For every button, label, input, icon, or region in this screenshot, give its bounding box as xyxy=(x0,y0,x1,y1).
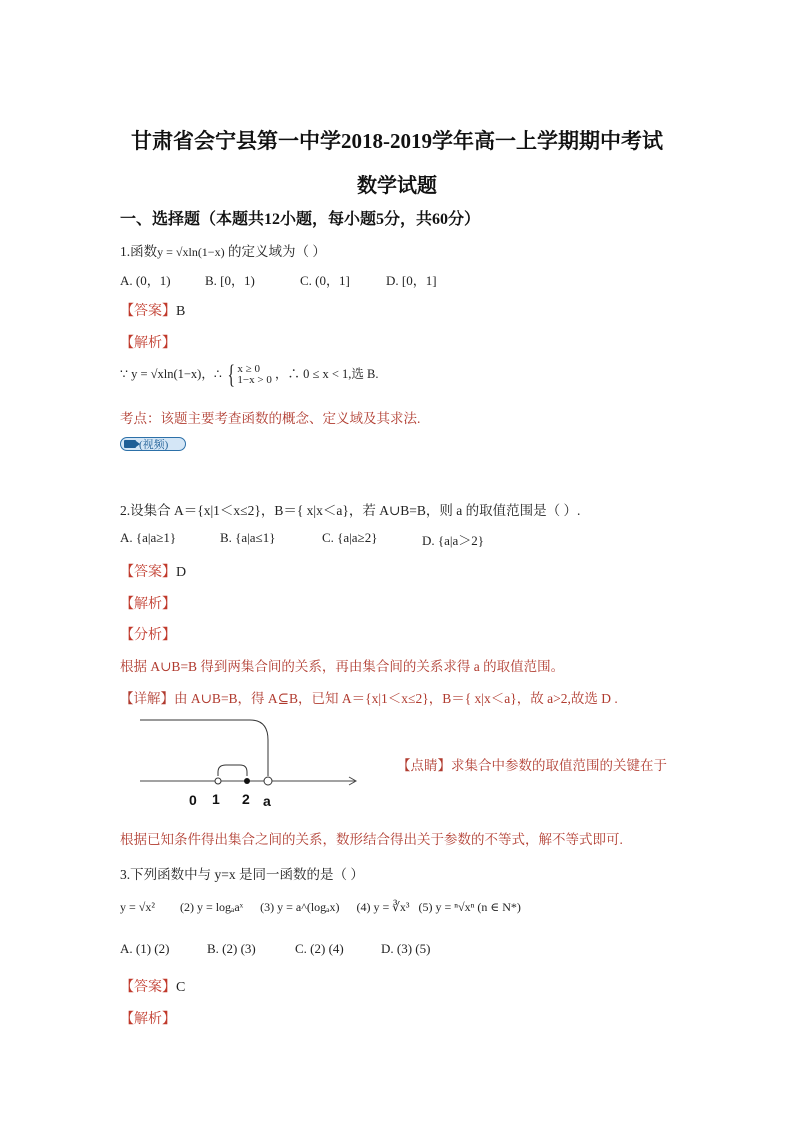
q2-option-a: A. {a|a≥1} xyxy=(120,530,177,545)
detail-label: 【详解】 xyxy=(120,691,174,706)
answer-value: D xyxy=(176,565,187,580)
q1-stem-suffix: 的定义域为（ ） xyxy=(224,244,326,259)
closed-point-2 xyxy=(244,778,250,784)
q2-option-b: B. {a|a≤1} xyxy=(220,530,276,545)
video-label: (视频) xyxy=(139,439,169,451)
q1-analysis-label xyxy=(120,332,176,352)
detail-text: 由 A∪B=B，得 A⊆B，已知 A＝{x|1＜x≤2}，B＝{ x|x＜a}，故 a>2,故选 D . xyxy=(174,691,618,706)
q3-option-d: D. (3) (5) xyxy=(381,941,431,956)
tick-label-0: 0 xyxy=(189,792,197,808)
answer-value: B xyxy=(176,304,186,319)
q3-fn-1: y = √x² xyxy=(120,900,155,914)
q2-answer xyxy=(120,561,186,581)
q1-analysis-prefix: ∵ y = √xln(1−x)，∴ xyxy=(120,367,222,381)
tick-label-2: 2 xyxy=(242,791,250,807)
dianjing-label: 【点睛】 xyxy=(397,758,451,773)
q3-analysis-label xyxy=(120,1008,176,1028)
video-camera-icon xyxy=(124,440,136,448)
q3-option-b: B. (2) (3) xyxy=(207,941,256,956)
tick-label-a: a xyxy=(263,793,271,809)
q2-option-c: C. {a|a≥2} xyxy=(322,530,378,545)
q1-system-brace: { x ≥ 0 1−x > 0 xyxy=(227,360,272,390)
q2-options xyxy=(0,530,794,548)
doc-title: 甘肃省会宁县第一中学2018-2019学年高一上学期期中考试 xyxy=(131,129,663,153)
video-button[interactable] xyxy=(120,437,186,451)
q3-fn-3: (3) y = a^(logₐx) xyxy=(260,900,340,914)
q3-answer xyxy=(120,976,185,996)
analysis-label: 【解析】 xyxy=(120,336,176,351)
q3-fn-5: (5) y = ⁿ√xⁿ (n ∈ N*) xyxy=(418,900,521,914)
q2-stem: 2.设集合 A＝{x|1＜x≤2}，B＝{ x|x＜a}，若 A∪B=B，则 a 的取值范围是（ ）. xyxy=(120,503,581,518)
answer-value: C xyxy=(176,980,186,995)
q3-options xyxy=(0,941,794,959)
q1-option-a: A. (0，1) xyxy=(120,273,171,288)
q2-dianjing-cont: 根据已知条件得出集合之间的关系，数形结合得出关于参数的不等式，解不等式即可. xyxy=(120,832,623,847)
q1-stem-prefix: 1.函数 xyxy=(120,244,158,259)
q3-option-a: A. (1) (2) xyxy=(120,941,170,956)
q2-fenxi-text: 根据 A∪B=B 得到两集合间的关系，再由集合间的关系求得 a 的取值范围。 xyxy=(120,659,565,674)
q1-case-1: x ≥ 0 xyxy=(237,363,260,376)
open-point-1 xyxy=(215,778,221,784)
q2-dianjing xyxy=(397,754,667,774)
number-line-figure xyxy=(120,712,380,812)
q2-analysis-label xyxy=(120,593,176,613)
q1-analysis-suffix: ，∴ 0 ≤ x < 1,选 B. xyxy=(274,367,379,381)
q1-option-b: B. [0，1) xyxy=(205,273,255,288)
q1-option-d: D. [0，1] xyxy=(386,273,437,288)
q3-option-c: C. (2) (4) xyxy=(295,941,344,956)
doc-subtitle: 数学试题 xyxy=(357,175,437,197)
analysis-label: 【解析】 xyxy=(120,597,176,612)
q2-option-d: D. {a|a＞2} xyxy=(422,533,485,548)
answer-label: 【答案】 xyxy=(120,980,176,995)
set-b-bracket xyxy=(140,720,268,776)
tick-label-1: 1 xyxy=(212,791,220,807)
fenxi-label: 【分析】 xyxy=(120,628,176,643)
open-point-a xyxy=(264,777,272,785)
q3-fn-2: (2) y = logₐaˣ xyxy=(179,900,244,914)
q1-kaodian: 考点：该题主要考查函数的概念、定义域及其求法. xyxy=(120,411,421,426)
q2-fenxi-label xyxy=(120,624,176,644)
q1-answer xyxy=(120,300,185,320)
q1-options xyxy=(0,270,794,288)
dianjing-text: 求集合中参数的取值范围的关键在于 xyxy=(451,758,667,773)
analysis-label: 【解析】 xyxy=(120,1012,176,1027)
section-heading: 一、选择题（本题共12小题，每小题5分，共60分） xyxy=(120,211,481,228)
q3-fn-4: (4) y = ∛x³ xyxy=(356,900,410,914)
q3-stem: 3.下列函数中与 y=x 是同一函数的是（ ） xyxy=(120,867,364,882)
q2-detail xyxy=(120,687,618,707)
q1-stem xyxy=(120,240,326,260)
q1-analysis-formula xyxy=(120,360,379,390)
q1-option-c: C. (0，1] xyxy=(300,273,350,288)
q3-functions xyxy=(120,900,521,915)
answer-label: 【答案】 xyxy=(120,304,176,319)
set-a-bracket xyxy=(218,765,247,776)
q1-case-2: 1−x > 0 xyxy=(237,374,272,387)
answer-label: 【答案】 xyxy=(120,565,176,580)
q1-stem-formula: y = √xln(1−x) xyxy=(157,245,225,259)
